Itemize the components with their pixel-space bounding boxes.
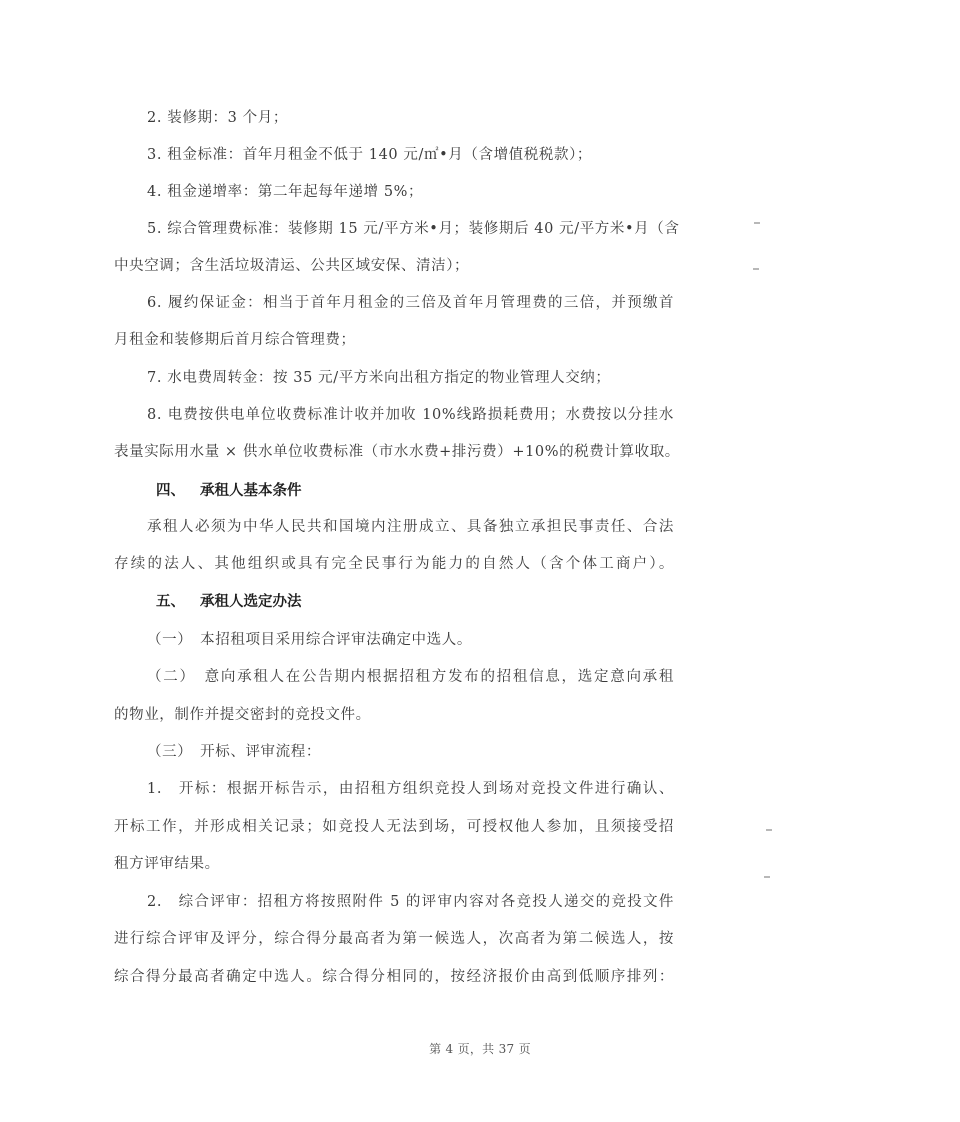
text-line: 存续的法人、其他组织或具有完全民事行为能力的自然人（含个体工商户）。 — [114, 556, 674, 572]
text-line: 2. 综合评审：招租方将按照附件 5 的评审内容对各竞投人递交的竞投文件 — [147, 894, 674, 910]
text-line: 的物业，制作并提交密封的竞投文件。 — [114, 707, 371, 723]
scan-speck — [753, 268, 759, 270]
section-heading-5 — [156, 592, 302, 612]
section-title: 承租人基本条件 — [200, 483, 302, 499]
section-title: 承租人选定办法 — [200, 594, 302, 610]
text-line: 2. 装修期：3 个月； — [147, 110, 288, 126]
text-line: 月租金和装修期后首月综合管理费； — [114, 332, 356, 348]
scan-speck — [754, 222, 760, 224]
section-number: 五、 — [156, 594, 185, 610]
text-line: 租方评审结果。 — [114, 856, 220, 872]
text-line: 综合得分最高者确定中选人。综合得分相同的，按经济报价由高到低顺序排列： — [114, 969, 674, 985]
text-line: 承租人必须为中华人民共和国境内注册成立、具备独立承担民事责任、合法 — [147, 519, 674, 535]
text-line: 4. 租金递增率：第二年起每年递增 5%； — [147, 184, 424, 200]
text-line: 7. 水电费周转金：按 35 元/平方米向出租方指定的物业管理人交纳； — [147, 370, 611, 386]
text-line: （三） 开标、评审流程： — [147, 744, 321, 760]
scan-speck — [764, 876, 770, 878]
section-heading-4 — [156, 481, 302, 501]
text-line: 表量实际用水量 × 供水单位收费标准（市水水费+排污费）+10%的税费计算收取。 — [114, 444, 680, 460]
page-footer: 第 4 页，共 37 页 — [429, 1042, 531, 1056]
text-line: 6. 履约保证金：相当于首年月租金的三倍及首年月管理费的三倍，并预缴首 — [147, 295, 674, 311]
text-line: 3. 租金标准：首年月租金不低于 140 元/㎡•月（含增值税税款）； — [147, 147, 593, 163]
text-line: 开标工作，并形成相关记录；如竞投人无法到场，可授权他人参加，且须接受招 — [114, 819, 674, 835]
text-line: （二） 意向承租人在公告期内根据招租方发布的招租信息，选定意向承租 — [147, 669, 674, 685]
section-number: 四、 — [156, 483, 185, 499]
text-line: 5. 综合管理费标准：装修期 15 元/平方米•月；装修期后 40 元/平方米•月（含 — [147, 221, 680, 237]
scan-speck — [766, 829, 772, 831]
text-line: 1. 开标：根据开标告示，由招租方组织竞投人到场对竞投文件进行确认、 — [147, 781, 674, 797]
text-line: 中央空调；含生活垃圾清运、公共区域安保、清洁）； — [114, 258, 470, 274]
text-line: 8. 电费按供电单位收费标准计收并加收 10%线路损耗费用；水费按以分挂水 — [147, 407, 674, 423]
text-line: （一） 本招租项目采用综合评审法确定中选人。 — [147, 632, 472, 648]
text-line: 进行综合评审及评分，综合得分最高者为第一候选人，次高者为第二候选人，按 — [114, 931, 674, 947]
